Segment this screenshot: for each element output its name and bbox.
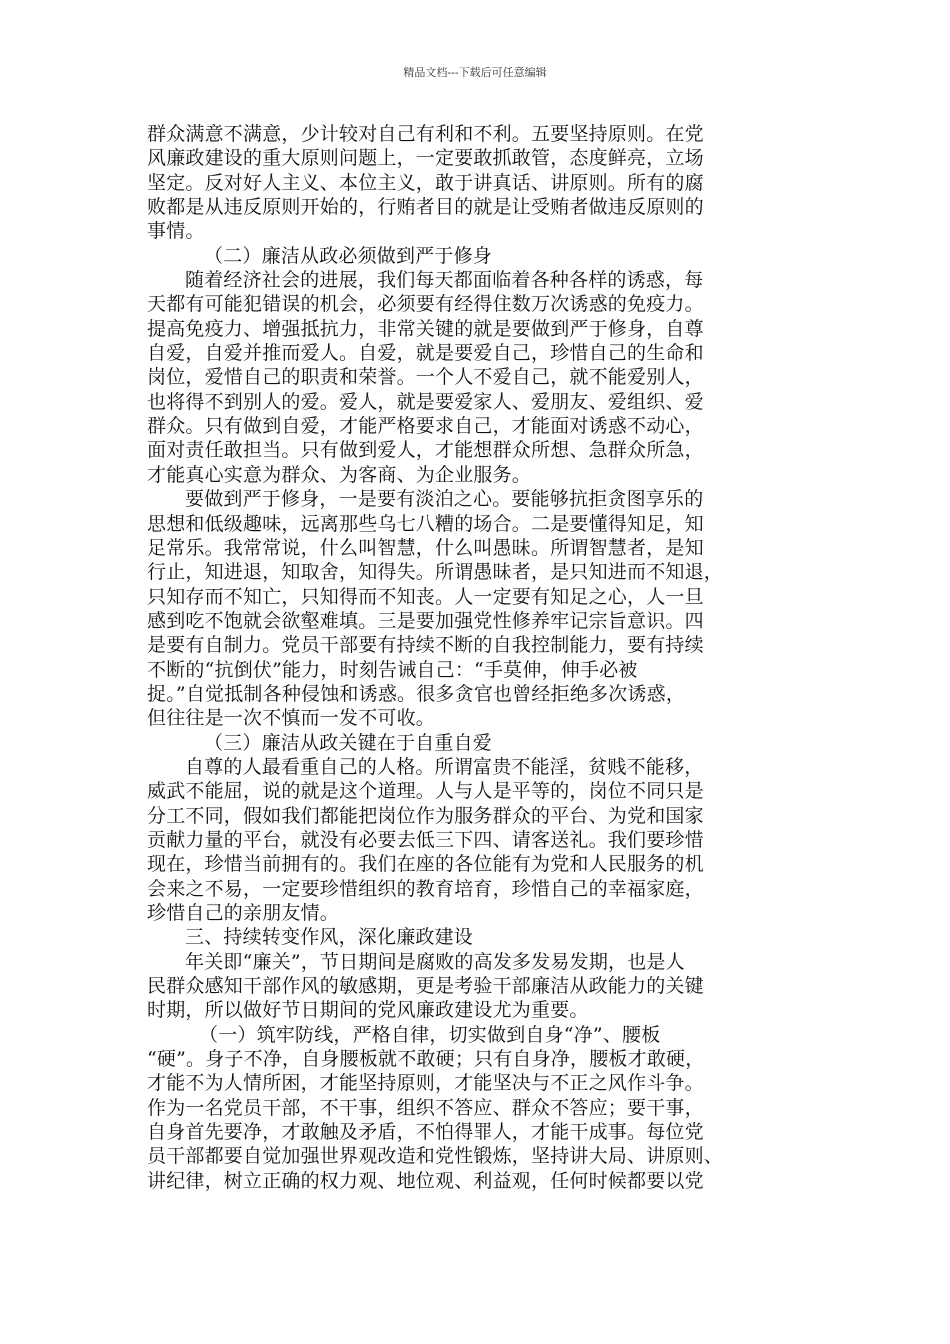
text-line: 珍惜自己的亲朋友情。: [147, 902, 340, 924]
text-line: 要做到严于修身，一是要有淡泊之心。要能够抗拒贪图享乐的: [185, 488, 704, 511]
text-line: 不断的“抗倒伏”能力，时刻告诫自己：“手莫伸，伸手必被: [147, 658, 638, 681]
text-line: 面对责任敢担当。只有做到爱人，才能想群众所想、急群众所急，: [147, 439, 704, 462]
text-line: 足常乐。我常常说，什么叫智慧，什么叫愚昧。所谓智慧者，是知: [147, 536, 704, 559]
text-line: 作为一名党员干部，不干事，组织不答应、群众不答应；要干事，: [147, 1096, 704, 1119]
text-line: 岗位，爱惜自己的职责和荣誉。一个人不爱自己，就不能爱别人，: [147, 366, 704, 389]
text-line: “硬”。身子不净，自身腰板就不敢硬；只有自身净，腰板才敢硬，: [147, 1048, 705, 1071]
section-heading-line: （二）廉洁从政必须做到严于修身: [204, 244, 493, 267]
text-line: 但往往是一次不慎而一发不可收。: [147, 707, 436, 730]
text-line: 群众。只有做到自爱，才能严格要求自己，才能面对诱惑不动心，: [147, 415, 704, 438]
text-line: 年关即“廉关”，节日期间是腐败的高发多发易发期，也是人: [185, 950, 685, 973]
text-line: 讲纪律，树立正确的权力观、地位观、利益观，任何时候都要以党: [147, 1169, 704, 1192]
text-line: 是要有自制力。党员干部要有持续不断的自我控制能力，要有持续: [147, 634, 704, 657]
text-line: 事情。: [147, 220, 205, 243]
page-header: 精品文档---下载后可任意编辑: [403, 66, 547, 79]
text-line: 群众满意不满意，少计较对自己有利和不利。五要坚持原则。在党: [147, 123, 704, 145]
text-line: 也将得不到别人的爱。爱人，就是要爱家人、爱朋友、爱组织、爱: [147, 390, 704, 413]
text-line: 才能真心实意为群众、为客商、为企业服务。: [147, 463, 532, 486]
section-heading-line: （三）廉洁从政关键在于自重自爱: [204, 731, 493, 754]
section-heading-line: （一）筑牢防线，严格自律，切实做到自身“净”、腰板: [199, 1023, 661, 1046]
text-line: 自爱，自爱并推而爱人。自爱，就是要爱自己，珍惜自己的生命和: [147, 342, 704, 365]
text-line: 威武不能屈，说的就是这个道理。人与人是平等的，岗位不同只是: [147, 780, 704, 803]
document-body: [147, 122, 807, 1193]
text-line: 分工不同，假如我们都能把岗位作为服务群众的平台、为党和国家: [147, 804, 704, 827]
text-line: 坚定。反对好人主义、本位主义，敢于讲真话、讲原则。所有的腐: [147, 171, 704, 194]
text-line: 只知存而不知亡，只知得而不知丧。人一定要有知足之心，人一旦: [147, 585, 704, 608]
text-line: 自尊的人最看重自己的人格。所谓富贵不能淫，贫贱不能移，: [185, 755, 704, 778]
text-line: 现在，珍惜当前拥有的。我们在座的各位能有为党和人民服务的机: [147, 853, 704, 876]
text-line: 风廉政建设的重大原则问题上，一定要敢抓敢管，态度鲜亮，立场: [147, 147, 704, 170]
text-line: 贡献力量的平台，就没有必要去低三下四、请客送礼。我们要珍惜: [147, 828, 704, 851]
text-line: 天都有可能犯错误的机会，必须要有经得住数万次诱惑的免疫力。: [147, 293, 704, 316]
text-line: 提高免疫力、增强抵抗力，非常关键的就是要做到严于修身，自尊: [147, 317, 704, 340]
text-line: 思想和低级趣味，远离那些乌七八糟的场合。二是要懂得知足，知: [147, 512, 704, 535]
text-line: 才能不为人情所困，才能坚持原则，才能坚决与不正之风作斗争。: [147, 1072, 704, 1095]
text-line: 随着经济社会的进展，我们每天都面临着各种各样的诱惑，每: [185, 269, 704, 292]
text-line: 民群众感知干部作风的敏感期，更是考验干部廉洁从政能力的关键: [147, 975, 704, 998]
text-line: 时期，所以做好节日期间的党风廉政建设尤为重要。: [147, 999, 589, 1022]
text-line: 三、持续转变作风，深化廉政建设: [185, 926, 474, 949]
text-line: 败都是从违反原则开始的，行贿者目的就是让受贿者做违反原则的: [147, 196, 704, 219]
text-line: 员干部都要自觉加强世界观改造和党性锻炼，坚持讲大局、讲原则、: [147, 1145, 724, 1168]
text-line: 行止，知进退，知取舍，知得失。所谓愚昧者，是只知进而不知退，: [147, 561, 724, 584]
text-line: 会来之不易，一定要珍惜组织的教育培育，珍惜自己的幸福家庭，: [147, 877, 704, 900]
text-line: 感到吃不饱就会欲壑难填。三是要加强党性修养牢记宗旨意识。四: [147, 609, 704, 632]
text-line: 捉。”自觉抵制各种侵蚀和诱惑。很多贪官也曾经拒绝多次诱惑，: [147, 682, 686, 705]
text-line: 自身首先要净，才敢触及矛盾，不怕得罪人，才能干成事。每位党: [147, 1121, 704, 1144]
